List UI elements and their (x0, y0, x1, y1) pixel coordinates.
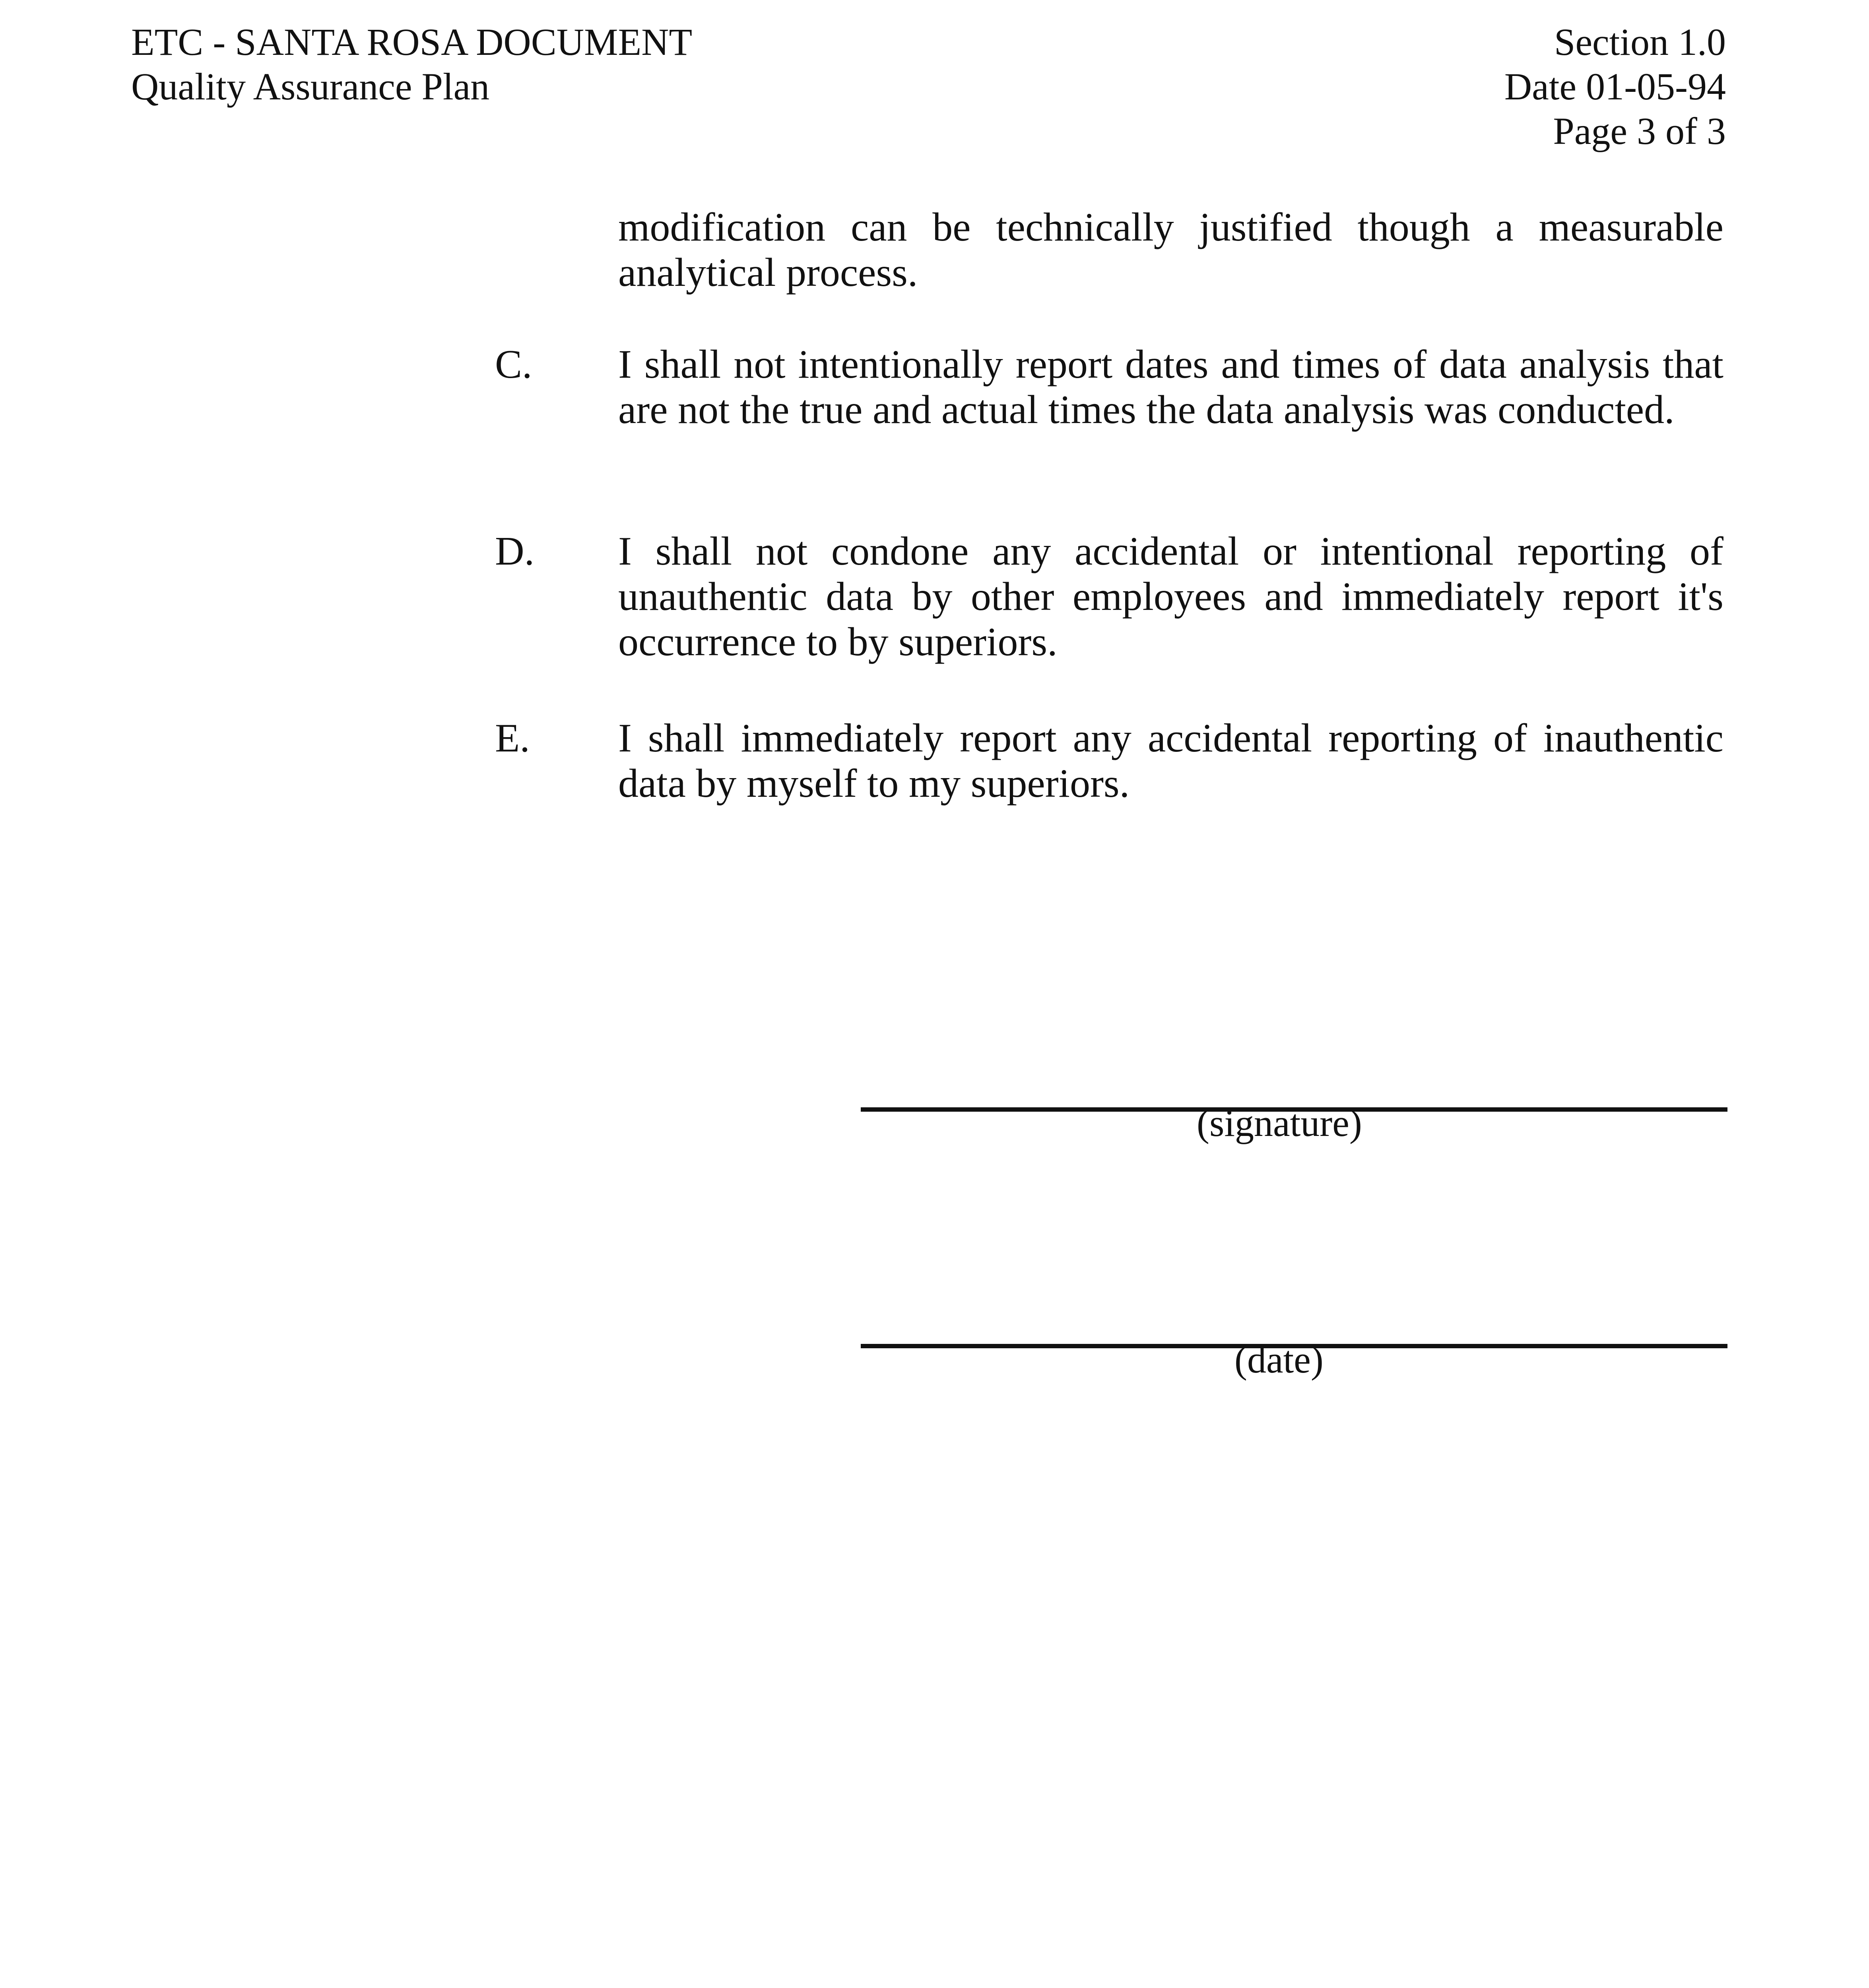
header-right (1504, 20, 1726, 153)
signature-label: (signature) (1197, 1102, 1362, 1144)
item-letter-c: C. (495, 342, 532, 387)
section-number: Section 1.0 (1554, 21, 1726, 63)
continuation-paragraph: modification can be technically justified though a measurable analytical process. (618, 205, 1723, 295)
item-text-c: I shall not intentionally report dates and times of data analysis that are not the true and actual times the data analysis was conducted. (618, 342, 1723, 432)
header-left (131, 20, 692, 109)
item-letter-e: E. (495, 716, 530, 761)
document-org: ETC - SANTA ROSA DOCUMENT (131, 21, 693, 63)
item-letter-d: D. (495, 529, 535, 574)
page-number: Page 3 of 3 (1553, 110, 1726, 152)
item-text-e: I shall immediately report any accidental reporting of inauthentic data by myself to my superiors. (618, 716, 1723, 806)
item-text-d: I shall not condone any accidental or intentional reporting of unauthentic data by other employees and immediately report it's occurrence to by superiors. (618, 529, 1723, 664)
document-plan: Quality Assurance Plan (131, 65, 490, 108)
document-date: Date 01-05-94 (1504, 65, 1726, 108)
date-label: (date) (1234, 1338, 1324, 1381)
